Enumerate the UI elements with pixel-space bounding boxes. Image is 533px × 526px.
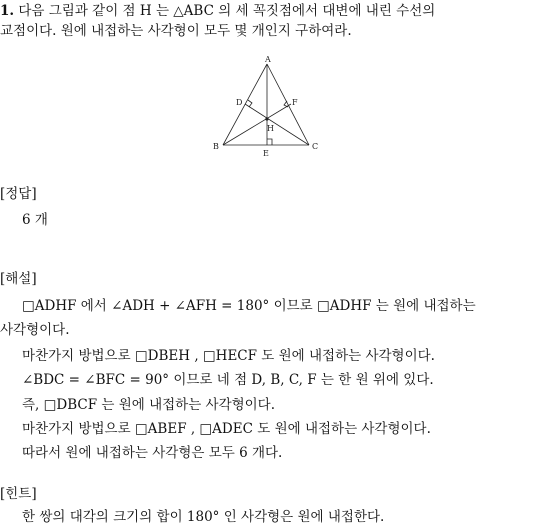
- orthocenter-dot: [265, 117, 268, 120]
- solution-line: 사각형이다.: [0, 322, 70, 338]
- altitude-bf: [223, 104, 291, 145]
- label-f: F: [292, 98, 298, 107]
- label-b: B: [213, 142, 219, 151]
- label-d: D: [236, 98, 243, 107]
- hint-header: [힌트]: [0, 486, 37, 502]
- label-a: A: [265, 55, 271, 64]
- hint-text: 한 쌍의 대각의 크기의 합이 180° 인 사각형은 원에 내접한다.: [22, 509, 385, 525]
- solution-line: 따라서 원에 내접하는 사각형은 모두 6 개다.: [22, 445, 283, 461]
- problem-number: 1.: [0, 3, 15, 19]
- solution-line: 마찬가지 방법으로 □DBEH , □HECF 도 원에 내접하는 사각형이다.: [22, 348, 435, 364]
- altitude-cd: [245, 104, 309, 145]
- solution-line: ∠BDC = ∠BFC = 90° 이므로 네 점 D, B, C, F 는 한 원 위에 있다.: [22, 372, 434, 388]
- side-ab: [223, 64, 267, 145]
- solution-line: 즉, □DBCF 는 원에 내접하는 사각형이다.: [22, 397, 276, 413]
- label-c: C: [312, 142, 319, 151]
- triangle-figure: [208, 55, 328, 160]
- solution-header: [해설]: [0, 271, 37, 287]
- right-angle-e: [267, 139, 272, 145]
- label-e: E: [263, 149, 269, 158]
- problem-statement: [0, 2, 435, 20]
- solution-line: □ADHF 에서 ∠ADH + ∠AFH = 180° 이므로 □ADHF 는 원에 내접하는: [22, 298, 476, 314]
- label-h: H: [267, 124, 274, 133]
- answer-header: [정답]: [0, 186, 37, 202]
- answer-value: 6 개: [22, 212, 48, 228]
- problem-line-1: 다음 그림과 같이 점 H 는 △ABC 의 세 꼭짓점에서 대변에 내린 수선의: [18, 3, 436, 19]
- solution-line: 마찬가지 방법으로 □ABEF , □ADEC 도 원에 내접하는 사각형이다.: [22, 421, 431, 437]
- problem-line-2: 교점이다. 원에 내접하는 사각형이 모두 몇 개인지 구하여라.: [0, 23, 352, 39]
